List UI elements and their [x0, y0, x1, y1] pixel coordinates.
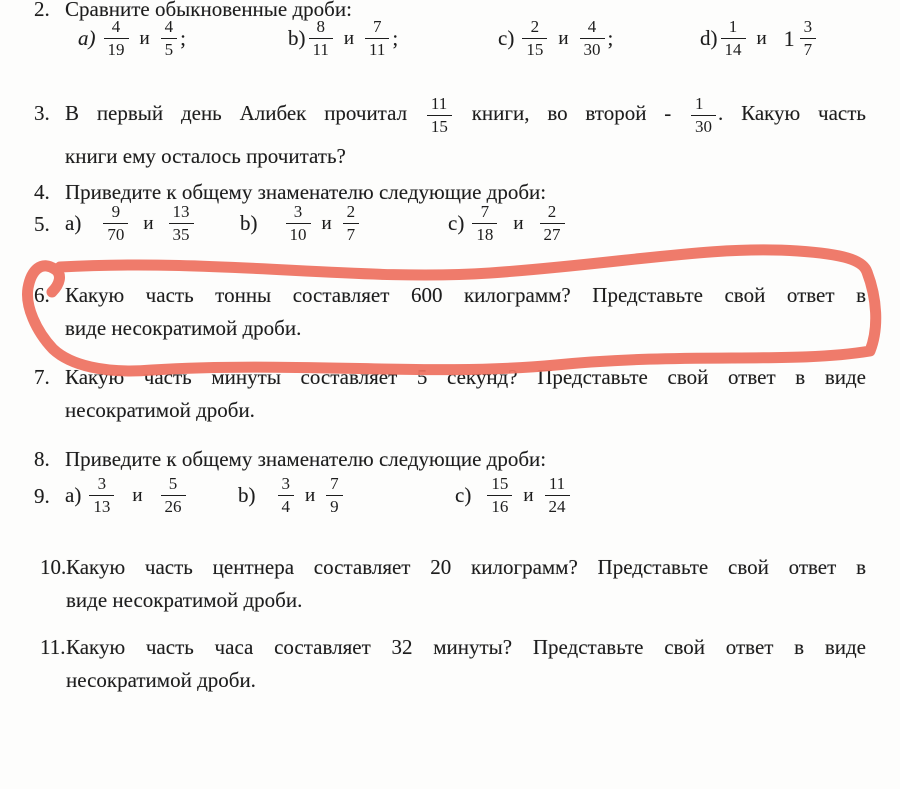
- fraction-denominator: 30: [695, 116, 713, 136]
- fraction: [472, 202, 497, 245]
- conjunction: и: [143, 212, 154, 234]
- option-a: [65, 474, 188, 517]
- fraction: [104, 17, 129, 60]
- problem-11: [40, 631, 866, 697]
- option-b: [238, 474, 345, 517]
- fraction-denominator: 9: [330, 497, 339, 517]
- fraction-numerator: 11: [545, 474, 570, 496]
- problem-text-line-1: Какую часть центнера составляет 20 килограмм? Представьте свой ответ в: [66, 555, 866, 579]
- fraction-numerator: 8: [309, 17, 333, 39]
- fraction: [343, 202, 360, 245]
- fraction: [286, 202, 311, 245]
- fraction-numerator: 4: [580, 17, 605, 39]
- problem-text-line-1: Какую часть минуты составляет 5 секунд? Представьте свой ответ в виде: [65, 365, 866, 389]
- conjunction: и: [343, 27, 355, 49]
- problem-number: 11.: [40, 635, 66, 659]
- option-suffix: ;: [392, 26, 399, 51]
- problem-3: [34, 86, 866, 173]
- problem-number: 5.: [34, 212, 50, 236]
- problem-title: Приведите к общему знаменателю следующие дроби:: [65, 447, 547, 471]
- fraction: [800, 17, 817, 60]
- fraction-denominator: 7: [346, 225, 356, 245]
- option-label: b): [238, 483, 256, 508]
- text-segment: В первый день Алибек прочитал: [65, 101, 408, 125]
- fraction: [161, 17, 178, 60]
- option-label: b): [240, 211, 258, 236]
- problem-10: [40, 551, 866, 617]
- problem-number: 10.: [40, 555, 67, 579]
- problem-number: 9.: [34, 484, 50, 508]
- option-a: [65, 202, 196, 245]
- problem-text-line-2: несократимой дроби.: [65, 398, 255, 422]
- option-suffix: ;: [180, 26, 187, 51]
- conjunction: и: [513, 212, 524, 234]
- problem-2-options: [0, 17, 900, 69]
- fraction-denominator: 7: [803, 40, 813, 60]
- option-suffix: ;: [607, 26, 614, 51]
- fraction: [309, 17, 333, 60]
- fraction: [365, 17, 389, 60]
- problem-text-line-1: [65, 86, 866, 140]
- option-label: d): [700, 26, 718, 51]
- option-a: [78, 17, 186, 60]
- option-label: c): [455, 483, 472, 508]
- problem-text-line-2: несократимой дроби.: [66, 668, 256, 692]
- fraction-numerator: 3: [800, 17, 817, 39]
- fraction-denominator: 11: [369, 40, 386, 60]
- fraction-numerator: 7: [365, 17, 389, 39]
- fraction-denominator: 30: [583, 40, 601, 60]
- fraction-denominator: 26: [164, 497, 182, 517]
- problem-number: 4.: [34, 180, 50, 204]
- fraction-numerator: 2: [540, 202, 565, 224]
- problem-number: 8.: [34, 447, 50, 471]
- fraction-numerator: 1: [691, 94, 716, 116]
- fraction: [522, 17, 547, 60]
- option-label: c): [448, 211, 465, 236]
- fraction-numerator: 4: [161, 17, 178, 39]
- fraction-denominator: 11: [312, 40, 329, 60]
- fraction: [103, 202, 128, 245]
- conjunction: и: [756, 27, 767, 49]
- fraction-numerator: 9: [103, 202, 128, 224]
- fraction-numerator: 2: [343, 202, 360, 224]
- fraction-numerator: 7: [326, 474, 343, 496]
- fraction-numerator: 15: [487, 474, 512, 496]
- problem-9-options: [0, 474, 900, 526]
- fraction: [691, 94, 716, 137]
- option-b: [288, 17, 398, 60]
- fraction-numerator: 3: [89, 474, 114, 496]
- problem-7: [34, 361, 866, 427]
- fraction-denominator: 24: [548, 497, 566, 517]
- problem-title: Приведите к общему знаменателю следующие дроби:: [65, 180, 547, 204]
- option-label: b): [288, 26, 306, 51]
- fraction-denominator: 13: [93, 497, 111, 517]
- fraction-numerator: 13: [169, 202, 194, 224]
- option-label: a): [65, 211, 82, 236]
- fraction: [580, 17, 605, 60]
- fraction-numerator: 3: [286, 202, 311, 224]
- fraction: [487, 474, 512, 517]
- fraction-denominator: 15: [526, 40, 544, 60]
- fraction-denominator: 35: [172, 225, 190, 245]
- problem-text-line-1: Какую часть тонны составляет 600 килограмм? Представьте свой ответ в: [65, 283, 866, 307]
- conjunction: и: [523, 484, 534, 506]
- problem-text-line-1: Какую часть часа составляет 32 минуты? Представьте свой ответ в виде: [66, 635, 866, 659]
- fraction-denominator: 10: [289, 225, 307, 245]
- problem-6: [34, 279, 866, 345]
- fraction-numerator: 7: [472, 202, 497, 224]
- fraction-numerator: 11: [427, 94, 452, 116]
- fraction: [540, 202, 565, 245]
- fraction: [278, 474, 295, 517]
- text-segment: книги, во второй -: [471, 101, 672, 125]
- fraction-numerator: 1: [721, 17, 746, 39]
- fraction-denominator: 14: [724, 40, 742, 60]
- conjunction: и: [321, 212, 332, 234]
- fraction: [545, 474, 570, 517]
- fraction-denominator: 18: [476, 225, 494, 245]
- fraction-numerator: 4: [104, 17, 129, 39]
- fraction: [161, 474, 186, 517]
- problem-text-line-2: виде несократимой дроби.: [66, 588, 303, 612]
- problem-number: 3.: [34, 101, 50, 125]
- fraction: [326, 474, 343, 517]
- fraction: [721, 17, 746, 60]
- text-segment: . Какую часть: [718, 101, 867, 125]
- fraction-denominator: 27: [543, 225, 561, 245]
- fraction-numerator: 5: [161, 474, 186, 496]
- problem-text-line-2: виде несократимой дроби.: [65, 316, 302, 340]
- conjunction: и: [305, 484, 316, 506]
- problem-number: 7.: [34, 365, 50, 389]
- fraction-numerator: 3: [278, 474, 295, 496]
- problem-number: 6.: [34, 283, 50, 307]
- option-label: a): [78, 26, 96, 51]
- problem-8: [34, 443, 866, 476]
- fraction: [169, 202, 194, 245]
- fraction-denominator: 70: [107, 225, 125, 245]
- problem-number: 2.: [34, 0, 50, 21]
- problem-title: Сравните обыкновенные дроби:: [65, 0, 352, 21]
- fraction-denominator: 16: [491, 497, 509, 517]
- conjunction: и: [139, 27, 150, 49]
- fraction-denominator: 4: [281, 497, 290, 517]
- conjunction: и: [132, 484, 143, 506]
- option-label: a): [65, 483, 82, 508]
- option-d: [700, 17, 818, 60]
- mixed-number-whole: 1: [783, 25, 795, 51]
- option-c: [448, 202, 567, 245]
- conjunction: и: [558, 27, 569, 49]
- problem-5-options: [0, 202, 900, 254]
- fraction: [89, 474, 114, 517]
- fraction-denominator: 19: [107, 40, 125, 60]
- option-label: c): [498, 26, 515, 51]
- fraction-denominator: 5: [164, 40, 174, 60]
- option-b: [240, 202, 361, 245]
- option-c: [455, 474, 572, 517]
- problem-text-line-2: книги ему осталось прочитать?: [65, 144, 346, 168]
- option-c: [498, 17, 613, 60]
- fraction: [427, 94, 452, 137]
- fraction-denominator: 15: [430, 116, 448, 136]
- fraction-numerator: 2: [522, 17, 547, 39]
